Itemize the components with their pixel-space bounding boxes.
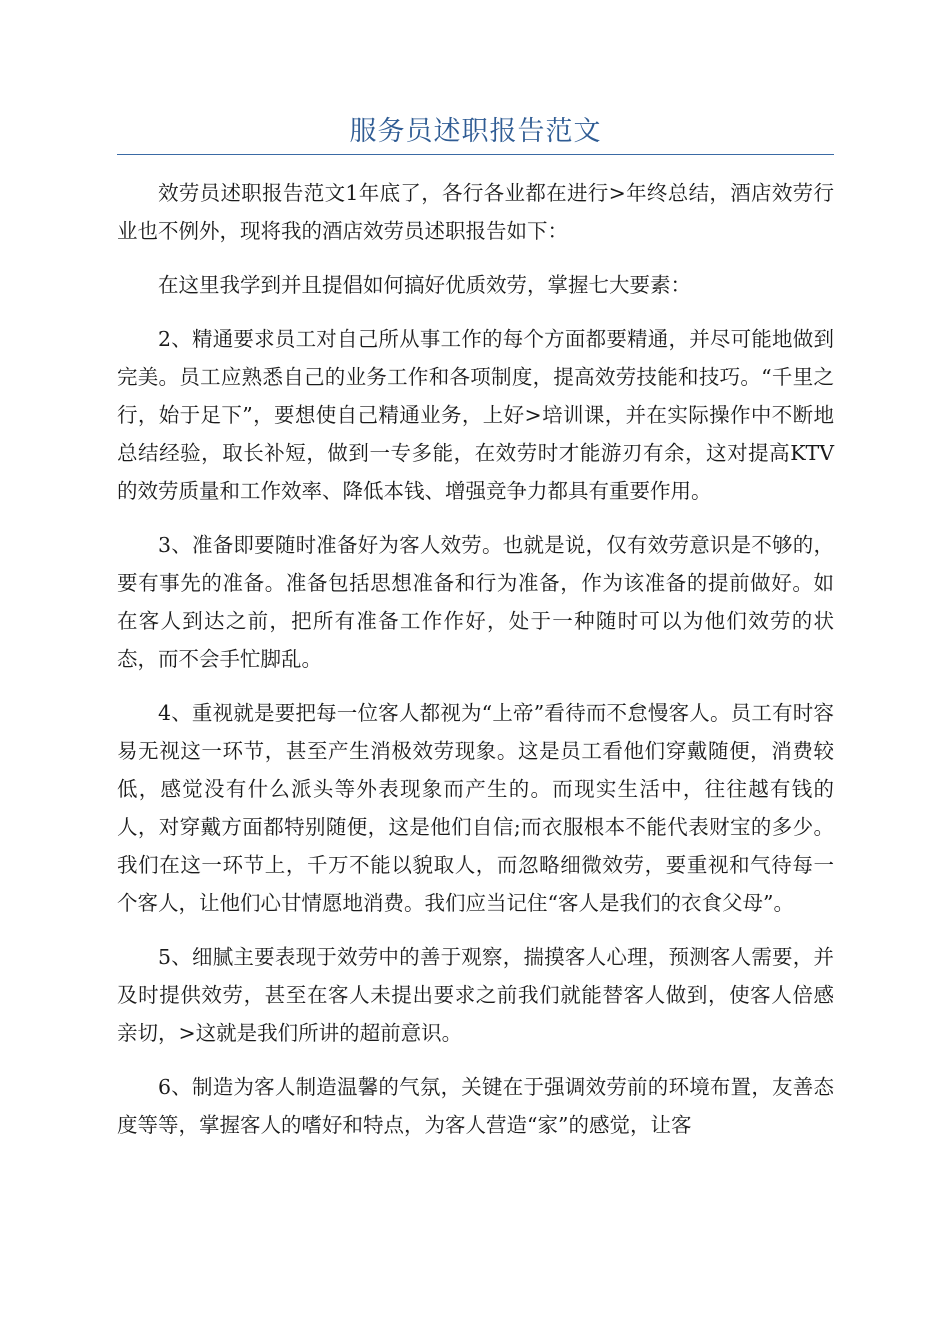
document-body bbox=[117, 174, 834, 1160]
paragraph-point-4: 4、重视就是要把每一位客人都视为“上帝”看待而不怠慢客人。员工有时容易无视这一环节，甚至产生消极效劳现象。这是员工看他们穿戴随便，消费较低，感觉没有什么派头等外表现象而产生的。而现实生活中，往往越有钱的人，对穿戴方面都特别随便，这是他们自信;而衣服根本不能代表财宝的多少。我们在这一环节上，千万不能以貌取人，而忽略细微效劳，要重视和气待每一个客人，让他们心甘情愿地消费。我们应当记住“客人是我们的衣食父母”。 bbox=[117, 701, 834, 915]
paragraph-point-3: 3、准备即要随时准备好为客人效劳。也就是说，仅有效劳意识是不够的，要有事先的准备。准备包括思想准备和行为准备，作为该准备的提前做好。如在客人到达之前，把所有准备工作作好，处于一种随时可以为他们效劳的状态，而不会手忙脚乱。 bbox=[117, 533, 834, 671]
paragraph-elements: 在这里我学到并且提倡如何搞好优质效劳，掌握七大要素： bbox=[158, 273, 691, 297]
title-underline bbox=[117, 154, 834, 155]
paragraph-point-5: 5、细腻主要表现于效劳中的善于观察，揣摸客人心理，预测客人需要，并及时提供效劳，甚至在客人未提出要求之前我们就能替客人做到，使客人倍感亲切，>这就是我们所讲的超前意识。 bbox=[117, 945, 834, 1045]
paragraph-intro: 效劳员述职报告范文1年底了，各行各业都在进行>年终总结，酒店效劳行业也不例外，现将我的酒店效劳员述职报告如下： bbox=[117, 181, 834, 243]
paragraph-point-6: 6、制造为客人制造温馨的气氛，关键在于强调效劳前的环境布置，友善态度等等，掌握客人的嗜好和特点，为客人营造“家”的感觉，让客 bbox=[117, 1075, 834, 1137]
paragraph-point-2: 2、精通要求员工对自己所从事工作的每个方面都要精通，并尽可能地做到完美。员工应熟悉自己的业务工作和各项制度，提高效劳技能和技巧。“千里之行，始于足下”，要想使自己精通业务，上好>培训课，并在实际操作中不断地总结经验，取长补短，做到一专多能，在效劳时才能游刃有余，这对提高KTV的效劳质量和工作效率、降低本钱、增强竞争力都具有重要作用。 bbox=[117, 327, 834, 503]
document-title: 服务员述职报告范文 bbox=[349, 116, 602, 147]
